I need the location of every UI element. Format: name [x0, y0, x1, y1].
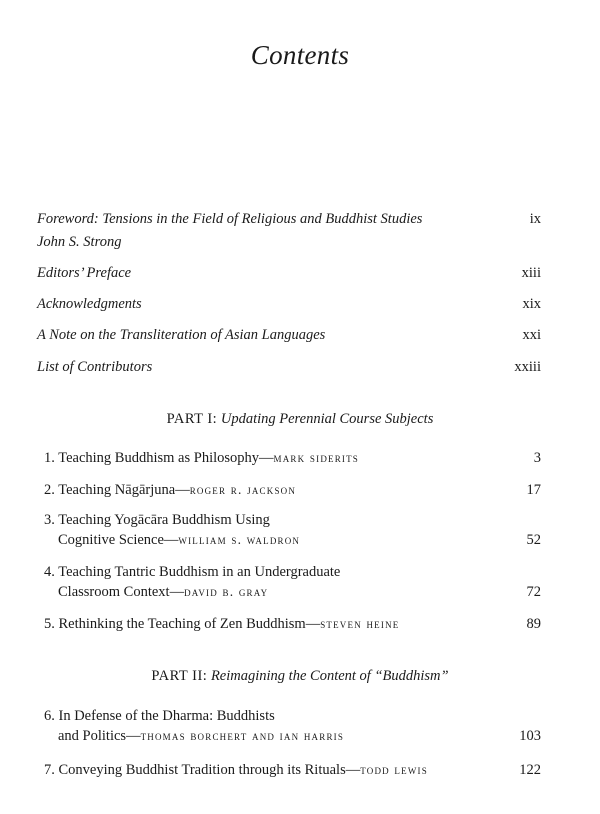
chapter-title: Rethinking the Teaching of Zen Buddhism—: [58, 616, 321, 632]
chapter-number: 1.: [44, 450, 55, 466]
chapter-title: Conveying Buddhist Tradition through its Rituals—: [58, 762, 361, 778]
chapter-title-continued: Classroom Context—: [58, 584, 185, 600]
chapter-entry[interactable]: [44, 448, 541, 468]
front-matter-page: xxi: [522, 327, 541, 343]
chapter-entry[interactable]: [44, 562, 541, 602]
chapter-title: In Defense of the Dharma: Buddhists: [58, 708, 275, 724]
front-matter-item-preface[interactable]: [37, 263, 541, 283]
front-matter-page: ix: [529, 211, 541, 227]
chapter-title: Teaching Tantric Buddhism in an Undergraduate: [58, 564, 341, 580]
front-matter-item-transliteration[interactable]: [37, 325, 541, 345]
part-heading: [0, 668, 600, 685]
chapter-entry[interactable]: [44, 614, 541, 634]
chapter-number: 3.: [44, 512, 55, 528]
chapter-author: mark siderits: [273, 450, 360, 465]
chapter-title: Teaching Yogācāra Buddhism Using: [58, 512, 270, 528]
front-matter-page: xxiii: [514, 359, 541, 375]
chapter-author: todd lewis: [360, 762, 428, 777]
front-matter-item-foreword[interactable]: [37, 209, 541, 229]
chapter-page: 72: [526, 584, 541, 600]
front-matter-title: A Note on the Transliteration of Asian Languages: [37, 327, 326, 343]
chapter-title: Teaching Nāgārjuna—: [58, 482, 190, 498]
chapter-page: 122: [519, 762, 541, 778]
chapter-title-continued: Cognitive Science—: [58, 532, 179, 548]
chapter-page: 52: [526, 532, 541, 548]
chapter-author: william s. waldron: [178, 532, 301, 547]
chapter-page: 103: [519, 728, 541, 744]
chapter-entry[interactable]: [44, 480, 541, 500]
front-matter-title: List of Contributors: [37, 359, 153, 375]
chapter-author: thomas borchert and ian harris: [140, 728, 345, 743]
front-matter-title: Editors’ Preface: [37, 265, 132, 281]
chapter-title: Teaching Buddhism as Philosophy—: [58, 450, 274, 466]
chapter-title-continued: and Politics—: [58, 728, 141, 744]
chapter-page: 17: [526, 482, 541, 498]
part-title: Updating Perennial Course Subjects: [220, 411, 434, 427]
chapter-author: david b. gray: [184, 584, 269, 599]
part-title: Reimagining the Content of “Buddhism”: [210, 668, 449, 684]
chapter-page: 3: [533, 450, 541, 466]
part-heading: [0, 411, 600, 428]
front-matter-item-acknowledgments[interactable]: [37, 294, 541, 314]
part-label: PART II:: [151, 668, 208, 684]
chapter-author: roger r. jackson: [189, 482, 297, 497]
chapter-number: 4.: [44, 564, 55, 580]
chapter-number: 5.: [44, 616, 55, 632]
front-matter-item-contributors[interactable]: [37, 357, 541, 377]
front-matter-foreword-author: [37, 232, 541, 252]
chapter-number: 6.: [44, 708, 55, 724]
front-matter-page: xix: [522, 296, 541, 312]
chapter-page: 89: [526, 616, 541, 632]
page-title: Contents: [250, 40, 350, 70]
front-matter-page: xiii: [521, 265, 541, 281]
front-matter-author: John S. Strong: [37, 234, 122, 250]
chapter-number: 7.: [44, 762, 55, 778]
part-label: PART I:: [166, 411, 218, 427]
front-matter-title: Acknowledgments: [37, 296, 142, 312]
chapter-entry[interactable]: [44, 760, 541, 780]
chapter-number: 2.: [44, 482, 55, 498]
chapter-entry[interactable]: [44, 510, 541, 550]
chapter-entry[interactable]: [44, 706, 541, 746]
chapter-author: steven heine: [320, 616, 400, 631]
front-matter-title: Foreword: Tensions in the Field of Religious and Buddhist Studies: [37, 211, 423, 227]
